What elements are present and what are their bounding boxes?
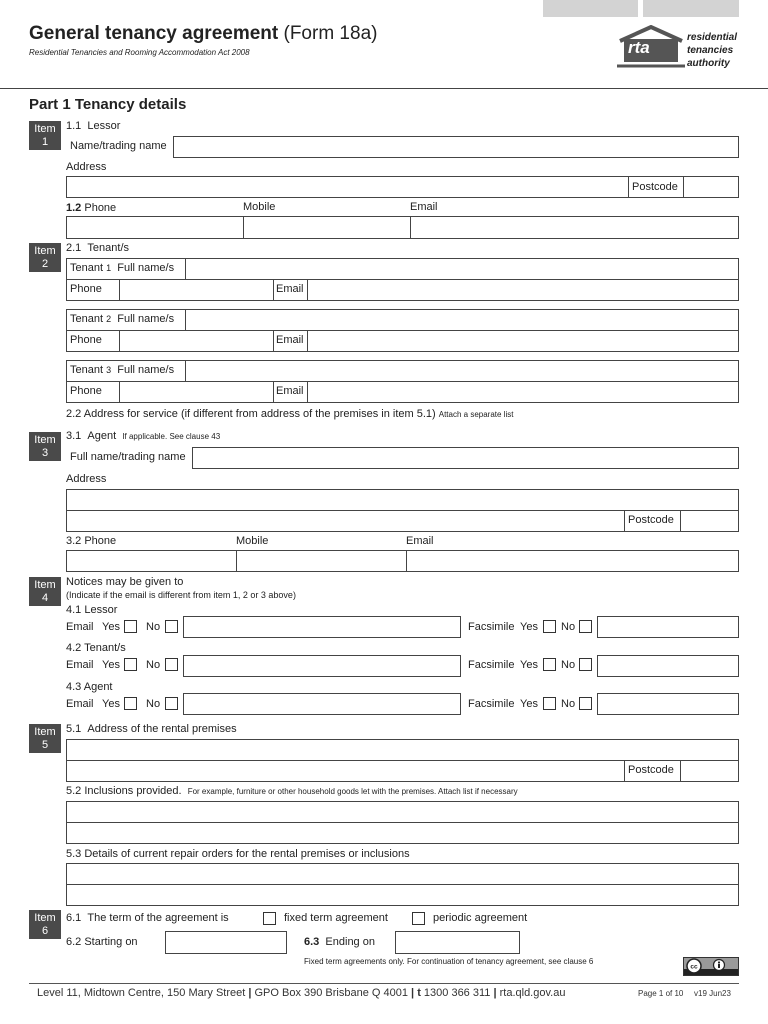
tenant-word: Tenant [70, 364, 104, 376]
footer-phone: 1300 366 311 [423, 987, 491, 999]
agent-fax-no-checkbox[interactable] [579, 697, 592, 710]
tenant-3-contact-row[interactable] [66, 381, 739, 403]
divider [119, 381, 120, 403]
item-2-badge [29, 243, 61, 272]
item-4-badge [29, 577, 61, 606]
notice-no-label: No [146, 621, 161, 633]
item-word: Item [34, 579, 56, 591]
footer-page-number: Page 1 of 10 [638, 989, 684, 998]
service-address-heading [66, 409, 513, 420]
term-heading-text: The term of the agreement is [87, 912, 229, 924]
agent-heading-text: Agent [87, 430, 117, 442]
divider [683, 176, 684, 198]
agent-fax-yes-checkbox[interactable] [543, 697, 556, 710]
tenant-2-email-label: Email [276, 334, 304, 346]
term-heading [66, 913, 229, 924]
notice-email-label: Email [66, 621, 94, 633]
item-number: 6 [41, 925, 49, 937]
lessor-fax-yes-checkbox[interactable] [543, 620, 556, 633]
notice-yes-label: Yes [102, 698, 120, 710]
item-number: 5 [41, 739, 49, 751]
item-6-badge [29, 910, 61, 939]
inclusions-note: For example, furniture or other household goods let with the premises. Attach list if necessary [187, 787, 518, 796]
notice-email-label: Email [66, 659, 94, 671]
footer-phone-prefix: t [417, 987, 421, 999]
divider [307, 279, 308, 301]
tenant-1-phone-label: Phone [70, 283, 102, 295]
footer-po-box: GPO Box 390 Brisbane Q 4001 [254, 987, 408, 999]
divider [119, 279, 120, 301]
divider [236, 550, 237, 572]
premises-heading-num: 5.1 [66, 723, 82, 735]
rta-logo [616, 25, 740, 71]
item-number: 3 [41, 447, 49, 459]
divider [680, 510, 681, 532]
tenant-1-contact-row[interactable] [66, 279, 739, 301]
tenants-heading-text: Tenant/s [87, 242, 130, 254]
ending-num: 6.3 [304, 936, 320, 948]
service-heading-text: 2.2 Address for service (if different from address of the premises in item 5.1) [66, 408, 436, 420]
item-3-badge [29, 432, 61, 461]
lessor-heading [66, 121, 120, 132]
notice-fax-label: Facsimile [468, 659, 515, 671]
divider [624, 760, 625, 782]
item-5-badge [29, 724, 61, 753]
ending-label [304, 937, 375, 948]
repairs-field-2[interactable] [66, 884, 739, 906]
agent-postcode-label: Postcode [628, 514, 674, 526]
divider [307, 330, 308, 352]
tenant-number: 1 [106, 263, 112, 273]
divider [273, 330, 274, 352]
footer-contact: Level 11, Midtown Centre, 150 Mary Street | GPO Box 390 Brisbane Q 4001 | t 1300 366 311 | rta.qld.gov.au [37, 987, 566, 999]
fullname-label: Full name/s [117, 313, 175, 325]
part-title: Part 1 Tenancy details [29, 96, 187, 113]
agent-address-field[interactable] [66, 489, 739, 511]
act-subtitle: Residential Tenancies and Rooming Accommodation Act 2008 [29, 48, 250, 57]
tenant-notice-fax-field[interactable] [597, 655, 739, 677]
agent-email-yes-checkbox[interactable] [124, 697, 137, 710]
premises-postcode-label: Postcode [628, 764, 674, 776]
lessor-email-label: Email [410, 201, 438, 213]
tenant-number: 3 [106, 365, 112, 375]
agent-name-label: Full name/trading name [70, 451, 186, 463]
fullname-label: Full name/s [117, 364, 175, 376]
creative-commons-icon [683, 957, 739, 976]
tenant-email-no-checkbox[interactable] [165, 658, 178, 671]
divider [624, 510, 625, 532]
agent-phone-row[interactable] [66, 550, 739, 572]
footer-divider [29, 983, 739, 984]
agent-email-no-checkbox[interactable] [165, 697, 178, 710]
divider [406, 550, 407, 572]
svg-text:cc: cc [690, 963, 698, 971]
lessor-fax-no-checkbox[interactable] [579, 620, 592, 633]
premises-address-field[interactable] [66, 739, 739, 761]
inclusions-heading [66, 786, 518, 797]
item-number: 4 [41, 592, 49, 604]
inclusions-field-2[interactable] [66, 822, 739, 844]
term-heading-num: 6.1 [66, 912, 82, 924]
fullname-label: Full name/s [117, 262, 175, 274]
agent-heading-num: 3.1 [66, 430, 82, 442]
notice-fax-label: Facsimile [468, 621, 515, 633]
repairs-heading: 5.3 Details of current repair orders for the rental premises or inclusions [66, 848, 410, 860]
agent-phone-label: 3.2 Phone [66, 535, 117, 547]
lessor-heading-num: 1.1 [66, 120, 82, 132]
divider [119, 330, 120, 352]
item-word: Item [34, 912, 56, 924]
agent-note: If applicable. See clause 43 [122, 432, 221, 441]
premises-heading-text: Address of the rental premises [87, 723, 237, 735]
item-word: Item [34, 726, 56, 738]
tenants-heading [66, 243, 129, 254]
logo-line-1: residential [687, 32, 738, 43]
notice-fax-yes-label: Yes [520, 621, 538, 633]
starting-date-field[interactable] [165, 931, 287, 954]
tenant-notice-email-field[interactable] [183, 655, 461, 677]
footer-version: v19 Jun23 [694, 989, 731, 998]
tenants-heading-num: 2.1 [66, 242, 82, 254]
notices-note: (Indicate if the email is different from item 1, 2 or 3 above) [66, 590, 296, 600]
logo-wordmark: rta [628, 38, 650, 57]
inclusions-field[interactable] [66, 801, 739, 823]
agent-heading [66, 431, 220, 442]
tenant-fax-no-checkbox[interactable] [579, 658, 592, 671]
notice-yes-label: Yes [102, 659, 120, 671]
notice-fax-no-label: No [561, 621, 576, 633]
lessor-phone-num: 1.2 [66, 202, 82, 214]
lessor-notice-fax-field[interactable] [597, 616, 739, 638]
agent-notice-email-field[interactable] [183, 693, 461, 715]
item-number: 2 [41, 258, 49, 270]
repairs-field[interactable] [66, 863, 739, 885]
form-number: (Form 18a) [283, 23, 378, 44]
notices-heading: Notices may be given to [66, 576, 184, 588]
tenant-1-label [70, 263, 174, 274]
agent-email-label: Email [406, 535, 434, 547]
tenant-word: Tenant [70, 313, 104, 325]
tenant-email-yes-checkbox[interactable] [124, 658, 137, 671]
tenant-2-contact-row[interactable] [66, 330, 739, 352]
lessor-name-label: Name/trading name [70, 140, 167, 152]
inclusions-heading-text: 5.2 Inclusions provided. [66, 785, 182, 797]
agent-notice-fax-field[interactable] [597, 693, 739, 715]
notice-email-label: Email [66, 698, 94, 710]
term-note: Fixed term agreements only. For continuation of tenancy agreement, see clause 6 [304, 957, 594, 966]
divider [410, 216, 411, 239]
logo-line-3: authority [687, 58, 730, 69]
tenant-3-label [70, 365, 174, 376]
lessor-phone-label [66, 203, 116, 214]
footer-website-link[interactable]: rta.qld.gov.au [499, 987, 566, 999]
divider [273, 381, 274, 403]
notice-fax-no-label: No [561, 659, 576, 671]
service-note: Attach a separate list [438, 410, 514, 419]
lessor-mobile-label: Mobile [243, 201, 276, 213]
ending-text: Ending on [325, 936, 375, 948]
lessor-notice-email-field[interactable] [183, 616, 461, 638]
item-number: 1 [41, 136, 49, 148]
notice-no-label: No [146, 698, 161, 710]
periodic-checkbox[interactable] [412, 912, 425, 925]
tenant-1-email-label: Email [276, 283, 304, 295]
lessor-phone-row[interactable] [66, 216, 739, 239]
periodic-label: periodic agreement [433, 912, 528, 924]
title-text: General tenancy agreement [29, 23, 279, 44]
item-word: Item [34, 434, 56, 446]
lessor-email-yes-checkbox[interactable] [124, 620, 137, 633]
item-word: Item [34, 245, 56, 257]
notice-fax-label: Facsimile [468, 698, 515, 710]
agent-mobile-label: Mobile [236, 535, 269, 547]
divider [273, 279, 274, 301]
item-1-badge [29, 121, 61, 150]
ending-date-field[interactable] [395, 931, 520, 954]
notice-fax-yes-label: Yes [520, 659, 538, 671]
lessor-heading-text: Lessor [87, 120, 121, 132]
divider [243, 216, 244, 239]
divider [628, 176, 629, 198]
fixed-term-label: fixed term agreement [284, 912, 388, 924]
tenant-2-phone-label: Phone [70, 334, 102, 346]
lessor-postcode-label: Postcode [632, 181, 678, 193]
divider [185, 258, 186, 280]
footer-address: Level 11, Midtown Centre, 150 Mary Street [37, 987, 246, 999]
page-title [29, 24, 377, 43]
divider [185, 309, 186, 331]
tenant-3-phone-label: Phone [70, 385, 102, 397]
tenant-3-email-label: Email [276, 385, 304, 397]
notice-no-label: No [146, 659, 161, 671]
top-tab-right [643, 0, 739, 17]
divider [307, 381, 308, 403]
divider [680, 760, 681, 782]
notice-fax-no-label: No [561, 698, 576, 710]
item-word: Item [34, 123, 56, 135]
notice-lessor-label: 4.1 Lessor [66, 604, 118, 616]
notice-fax-yes-label: Yes [520, 698, 538, 710]
rta-house-icon [616, 25, 686, 71]
tenant-fax-yes-checkbox[interactable] [543, 658, 556, 671]
premises-heading [66, 724, 237, 735]
lessor-email-no-checkbox[interactable] [165, 620, 178, 633]
notice-yes-label: Yes [102, 621, 120, 633]
lessor-name-field[interactable] [173, 136, 739, 158]
header-divider [0, 88, 768, 89]
tenant-2-label [70, 314, 174, 325]
notice-agent-label: 4.3 Agent [66, 681, 113, 693]
lessor-phone-text: Phone [84, 202, 117, 214]
agent-address-label: Address [66, 473, 107, 485]
tenant-number: 2 [106, 314, 112, 324]
divider [185, 360, 186, 382]
tenant-word: Tenant [70, 262, 104, 274]
logo-line-2: tenancies [687, 45, 734, 56]
lessor-address-label: Address [66, 161, 107, 173]
top-tab-left [543, 0, 638, 17]
starting-label: 6.2 Starting on [66, 936, 138, 948]
agent-name-field[interactable] [192, 447, 739, 469]
fixed-term-checkbox[interactable] [263, 912, 276, 925]
notice-tenant-label: 4.2 Tenant/s [66, 642, 126, 654]
